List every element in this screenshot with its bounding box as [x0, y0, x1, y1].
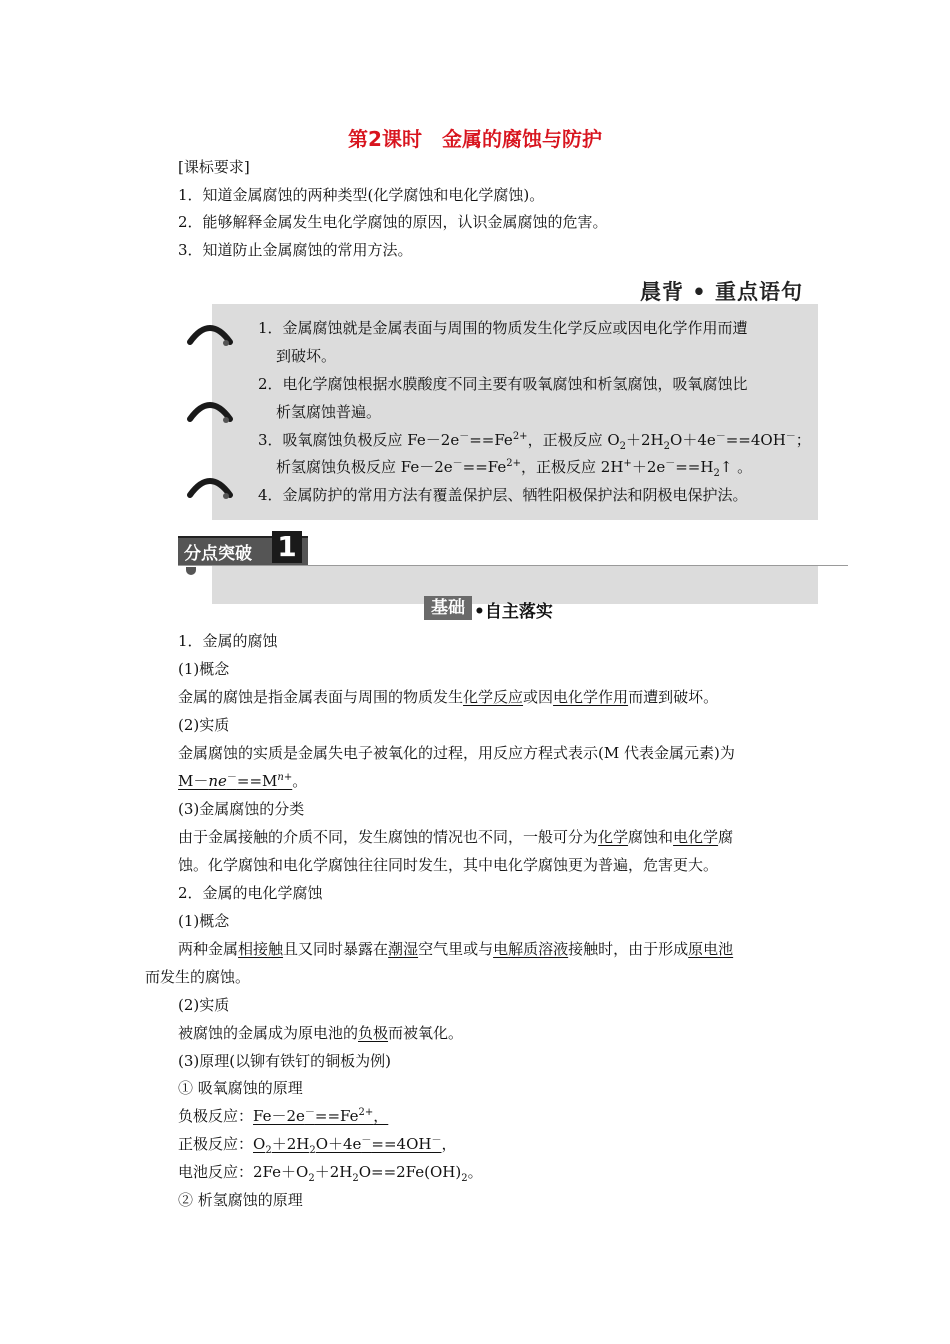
binder-ring-icon [186, 318, 234, 346]
heading-corrosion: 1．金属的腐蚀 [178, 632, 278, 650]
key-sentence-4: 4．金属防护的常用方法有覆盖保护层、牺牲阳极保护法和阴极电保护法。 [258, 486, 748, 504]
subheading: ① 吸氧腐蚀的原理 [178, 1079, 303, 1097]
positive-electrode-reaction: 正极反应：$O_2+2H_2O+4e^-==4OH^-$， [178, 1135, 457, 1156]
negative-electrode-reaction: 负极反应：$Fe-2e^-==Fe^{2+}$， [178, 1107, 389, 1125]
paragraph: 而发生的腐蚀。 [145, 968, 251, 986]
subheading: (3)原理(以铆有铁钉的铜板为例) [178, 1052, 391, 1070]
paragraph: 蚀。化学腐蚀和电化学腐蚀往往同时发生，其中电化学腐蚀更为普遍，危害更大。 [178, 856, 719, 874]
key-sentence-3: 3．吸氧腐蚀负极反应 $Fe-2e^-==Fe^{2+}$，正极反应 $O_2+2H_2O+4e^-==4OH^-$； [258, 431, 811, 452]
subheading: ② 析氢腐蚀的原理 [178, 1191, 303, 1209]
subheading: (2)实质 [178, 716, 230, 734]
key-sentence-1-cont: 到破坏。 [276, 347, 337, 365]
paragraph: 金属的腐蚀是指金属表面与周围的物质发生化学反应或因电化学作用而遭到破坏。 [178, 688, 719, 706]
page-title: 第2课时 金属的腐蚀与防护 [348, 127, 602, 151]
requirement-item: 3．知道防止金属腐蚀的常用方法。 [178, 241, 413, 259]
subheading: (2)实质 [178, 996, 230, 1014]
section-label: 分点突破 [184, 544, 252, 564]
base-badge: 基础 [424, 596, 472, 620]
equation: $M-ne^-==M^{n+}$。 [178, 772, 308, 790]
key-sentence-1: 1．金属腐蚀就是金属表面与周围的物质发生化学反应或因电化学作用而遭 [258, 319, 748, 337]
requirement-item: 2．能够解释金属发生电化学腐蚀的原因，认识金属腐蚀的危害。 [178, 213, 608, 231]
binder-ring-icon [186, 395, 234, 423]
paragraph: 金属腐蚀的实质是金属失电子被氧化的过程，用反应方程式表示(M 代表金属元素)为 [178, 744, 735, 762]
cell-reaction: 电池反应：$2Fe+O_2+2H_2O==2Fe(OH)_2$。 [178, 1163, 483, 1184]
requirements-heading: [课标要求] [178, 158, 250, 176]
subheading: (3)金属腐蚀的分类 [178, 800, 305, 818]
subheading: (1)概念 [178, 912, 230, 930]
section-number: 1 [272, 531, 302, 563]
key-sentence-2-cont: 析氢腐蚀普遍。 [276, 403, 382, 421]
binder-ring-icon [186, 471, 234, 499]
morning-banner: 晨背 • 重点语句 [640, 280, 804, 304]
paragraph: 由于金属接触的介质不同，发生腐蚀的情况也不同，一般可分为化学腐蚀和电化学腐 [178, 828, 734, 846]
key-sentence-2: 2．电化学腐蚀根据水膜酸度不同主要有吸氧腐蚀和析氢腐蚀，吸氧腐蚀比 [258, 375, 748, 393]
key-sentence-3-cont: 析氢腐蚀负极反应 $Fe-2e^-==Fe^{2+}$，正极反应 $2H^++2e^-==H_2↑$ 。 [276, 458, 753, 479]
paragraph: 被腐蚀的金属成为原电池的负极而被氧化。 [178, 1024, 464, 1042]
subheading: (1)概念 [178, 660, 230, 678]
heading-electrochemical: 2．金属的电化学腐蚀 [178, 884, 323, 902]
paragraph: 两种金属相接触且又同时暴露在潮湿空气里或与电解质溶液接触时，由于形成原电池 [178, 940, 734, 958]
binder-ring-icon [186, 567, 196, 575]
base-subtitle: •自主落实 [474, 602, 553, 622]
requirement-item: 1．知道金属腐蚀的两种类型(化学腐蚀和电化学腐蚀)。 [178, 186, 545, 204]
